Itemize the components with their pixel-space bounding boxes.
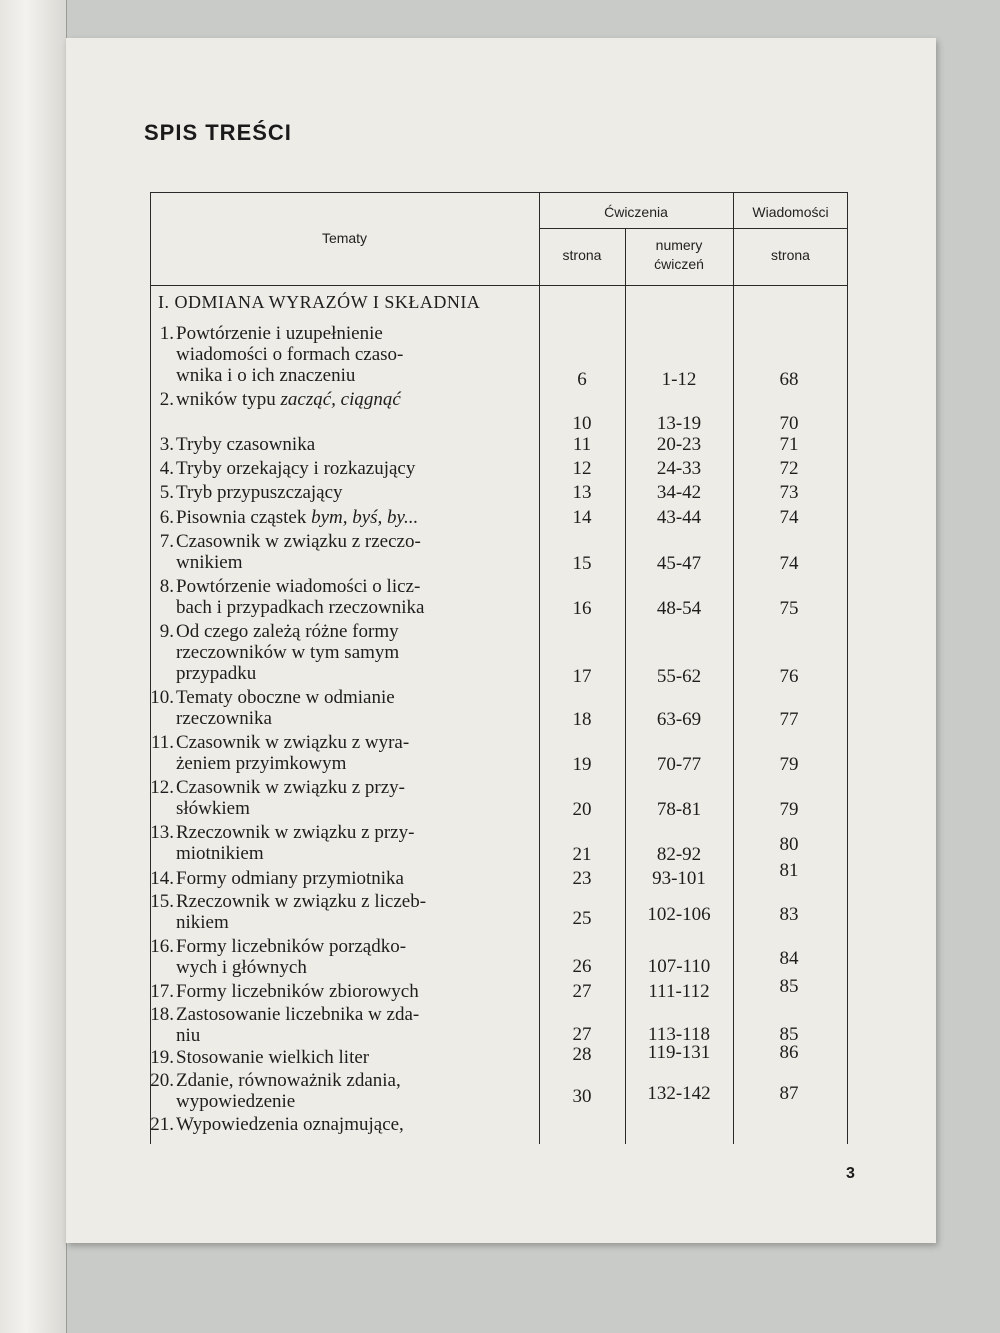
entry-topic-line: Od czego zależą różne formy — [176, 621, 399, 642]
header-exercises: Ćwiczenia — [604, 204, 668, 220]
entry-info-page: 73 — [779, 482, 799, 503]
entry-info-page: 81 — [779, 860, 799, 881]
entry-topic-line: słówkiem — [176, 798, 250, 819]
entry-exercises: 132-142 — [647, 1083, 711, 1104]
header-bottom-rule — [150, 285, 848, 286]
entry-info-page: 83 — [779, 904, 799, 925]
entry-info-page: 75 — [779, 598, 799, 619]
entry-topic-line: wnika i o ich znaczeniu — [176, 365, 356, 386]
entry-topic-italic: bym, byś, by... — [311, 507, 419, 528]
entry-topic-line: Formy liczebników zbiorowych — [176, 981, 419, 1002]
entry-page: 27 — [572, 981, 592, 1002]
entry-page: 25 — [572, 908, 592, 929]
entry-topic — [176, 687, 538, 729]
entry-page: 11 — [572, 434, 592, 455]
entry-info-page: 74 — [779, 553, 799, 574]
entry-topic — [176, 1047, 538, 1068]
entry-number: 21. — [150, 1114, 174, 1135]
header-numbers-line1: numery — [655, 237, 703, 253]
entry-topic-line: Tematy oboczne w odmianie — [176, 687, 395, 708]
entry-number: 1. — [159, 323, 174, 344]
entry-topic-line: Czasownik w związku z rzeczo- — [176, 531, 421, 552]
entry-info-page: 85 — [779, 1024, 799, 1045]
entry-number: 16. — [150, 936, 174, 957]
header-topics: Tematy — [321, 230, 368, 246]
header-exercise-numbers — [625, 236, 733, 274]
entry-page: 26 — [572, 956, 592, 977]
page-heading: SPIS TREŚCI — [144, 120, 292, 145]
page-number: 3 — [846, 1165, 855, 1182]
entry-topic — [176, 981, 538, 1002]
entry-exercises: 82-92 — [656, 844, 702, 865]
entry-topic-line: Pisownia cząstek bym, byś, by... — [176, 507, 419, 528]
entry-exercises: 119-131 — [647, 1042, 711, 1063]
entry-topic-line: Zastosowanie liczebnika w zda- — [176, 1004, 420, 1025]
entry-topic — [176, 868, 538, 889]
entry-topic-line: nikiem — [176, 912, 229, 933]
entry-topic-line: Czasownik w związku z przy- — [176, 777, 405, 798]
entry-info-page: 74 — [779, 507, 799, 528]
toc-table — [150, 192, 848, 1144]
entry-info-page: 84 — [779, 948, 799, 969]
entry-topic-line: Formy liczebników porządko- — [176, 936, 407, 957]
entry-topic-line: Powtórzenie i uzupełnienie — [176, 323, 383, 344]
entry-topic — [176, 777, 538, 819]
entry-topic — [176, 1070, 538, 1112]
entry-topic — [176, 389, 538, 410]
entry-exercises: 1-12 — [661, 369, 697, 390]
entry-number: 20. — [150, 1070, 174, 1091]
entry-topic — [176, 822, 538, 864]
entry-topic-line: wnikiem — [176, 552, 243, 573]
entry-exercises: 45-47 — [656, 553, 702, 574]
entry-topic-line: żeniem przyimkowym — [176, 753, 347, 774]
entry-exercises: 70-77 — [656, 754, 702, 775]
entry-page: 18 — [572, 709, 592, 730]
entry-topic-line: rzeczowników w tym samym — [176, 642, 400, 663]
header-info: Wiadomości — [752, 204, 829, 220]
entry-topic — [176, 936, 538, 978]
entry-number: 19. — [150, 1047, 174, 1068]
entry-number: 17. — [150, 981, 174, 1002]
entry-topic-line: wników typu zacząć, ciągnąć — [176, 389, 401, 410]
entry-topic-italic: zacząć, ciągnąć — [280, 389, 401, 410]
entry-topic-line: miotnikiem — [176, 843, 264, 864]
entry-exercises: 34-42 — [656, 482, 702, 503]
entry-exercises: 13-19 — [656, 413, 702, 434]
entry-topic-line: wych i głównych — [176, 957, 307, 978]
entry-number: 3. — [159, 434, 174, 455]
entry-topic — [176, 576, 538, 618]
entry-info-page: 76 — [779, 666, 799, 687]
entry-number: 12. — [150, 777, 174, 798]
entry-topic-line: Wypowiedzenia oznajmujące, — [176, 1114, 404, 1135]
entry-topic-line: Tryby orzekający i rozkazujący — [176, 458, 416, 479]
entry-number: 4. — [159, 458, 174, 479]
entry-page: 17 — [572, 666, 592, 687]
entry-number: 13. — [150, 822, 174, 843]
exercises-subheader-rule — [539, 228, 733, 229]
entry-page: 10 — [572, 413, 592, 434]
entry-info-page: 80 — [779, 834, 799, 855]
entry-topic-line: rzeczownika — [176, 708, 272, 729]
entry-page: 27 — [572, 1024, 592, 1045]
entry-exercises: 111-112 — [648, 981, 710, 1002]
entry-topic — [176, 621, 538, 684]
entry-topic-line: Rzeczownik w związku z liczeb- — [176, 891, 427, 912]
entry-topic-line: Powtórzenie wiadomości o licz- — [176, 576, 421, 597]
entry-info-page: 72 — [779, 458, 799, 479]
entry-exercises: 48-54 — [656, 598, 702, 619]
entry-page: 30 — [572, 1086, 592, 1107]
entry-topic-line: bach i przypadkach rzeczownika — [176, 597, 425, 618]
info-subheader-rule — [733, 228, 848, 229]
entry-topic — [176, 891, 538, 933]
entry-number: 8. — [159, 576, 174, 597]
entry-page: 13 — [572, 482, 592, 503]
entry-number: 5. — [159, 482, 174, 503]
entry-topic-line: wiadomości o formach czaso- — [176, 344, 404, 365]
entry-topic-line: Stosowanie wielkich liter — [176, 1047, 370, 1068]
entry-info-page: 79 — [779, 799, 799, 820]
header-exercises-page: strona — [562, 247, 602, 263]
entry-info-page: 77 — [779, 709, 799, 730]
entry-exercises: 24-33 — [656, 458, 702, 479]
entry-topic — [176, 458, 538, 479]
entry-page: 20 — [572, 799, 592, 820]
entry-number: 2. — [159, 389, 174, 410]
entry-exercises: 102-106 — [647, 904, 711, 925]
entry-topic-line: Rzeczownik w związku z przy- — [176, 822, 415, 843]
entry-page: 12 — [572, 458, 592, 479]
entry-info-page: 68 — [779, 369, 799, 390]
header-numbers-line2: ćwiczeń — [654, 256, 704, 272]
entry-info-page: 87 — [779, 1083, 799, 1104]
header-info-page: strona — [771, 247, 810, 263]
entry-info-page: 70 — [779, 413, 799, 434]
entry-exercises: 63-69 — [656, 709, 702, 730]
entry-topic — [176, 1114, 538, 1135]
entry-topic — [176, 732, 538, 774]
entry-exercises: 78-81 — [656, 799, 702, 820]
entry-exercises: 20-23 — [656, 434, 702, 455]
entry-number: 10. — [150, 687, 174, 708]
entry-topic — [176, 531, 538, 573]
entry-topic-line: wypowiedzenie — [176, 1091, 296, 1112]
entry-topic-line: Tryby czasownika — [176, 434, 316, 455]
entry-exercises: 107-110 — [647, 956, 711, 977]
entry-topic — [176, 323, 538, 386]
table-right-border — [847, 192, 848, 1144]
entry-topic — [176, 434, 538, 455]
left-page-edge — [0, 0, 67, 1333]
entry-info-page: 71 — [779, 434, 799, 455]
entry-info-page: 79 — [779, 754, 799, 775]
entry-number: 9. — [159, 621, 174, 642]
entry-topic — [176, 507, 538, 528]
entry-exercises: 93-101 — [652, 868, 706, 889]
entry-topic-line: Czasownik w związku z wyra- — [176, 732, 410, 753]
entry-page: 15 — [572, 553, 592, 574]
entry-number: 15. — [150, 891, 174, 912]
entry-exercises: 113-118 — [648, 1024, 710, 1045]
entry-topic-line: Zdanie, równoważnik zdania, — [176, 1070, 401, 1091]
entry-number: 6. — [159, 507, 174, 528]
entry-page: 14 — [572, 507, 592, 528]
entry-number: 11. — [150, 732, 174, 753]
entry-topic-line: Tryb przypuszczający — [176, 482, 343, 503]
entry-topic — [176, 482, 538, 503]
entry-exercises: 43-44 — [656, 507, 702, 528]
entry-topic-line: przypadku — [176, 663, 257, 684]
entry-page: 23 — [572, 868, 592, 889]
entry-topic-line: Formy odmiany przymiotnika — [176, 868, 404, 889]
entry-page: 21 — [572, 844, 592, 865]
entry-number: 7. — [159, 531, 174, 552]
entry-number: 14. — [150, 868, 174, 889]
entry-info-page: 85 — [779, 976, 799, 997]
entry-page: 19 — [572, 754, 592, 775]
entry-info-page: 86 — [779, 1042, 799, 1063]
entry-number: 18. — [150, 1004, 174, 1025]
section-title: I. ODMIANA WYRAZÓW I SKŁADNIA — [158, 292, 481, 312]
entry-exercises: 55-62 — [656, 666, 702, 687]
entry-topic-line: niu — [176, 1025, 201, 1046]
table-top-border — [150, 192, 848, 193]
entry-page: 6 — [577, 369, 587, 390]
entry-topic — [176, 1004, 538, 1046]
entry-page: 16 — [572, 598, 592, 619]
entry-page: 28 — [572, 1044, 592, 1065]
